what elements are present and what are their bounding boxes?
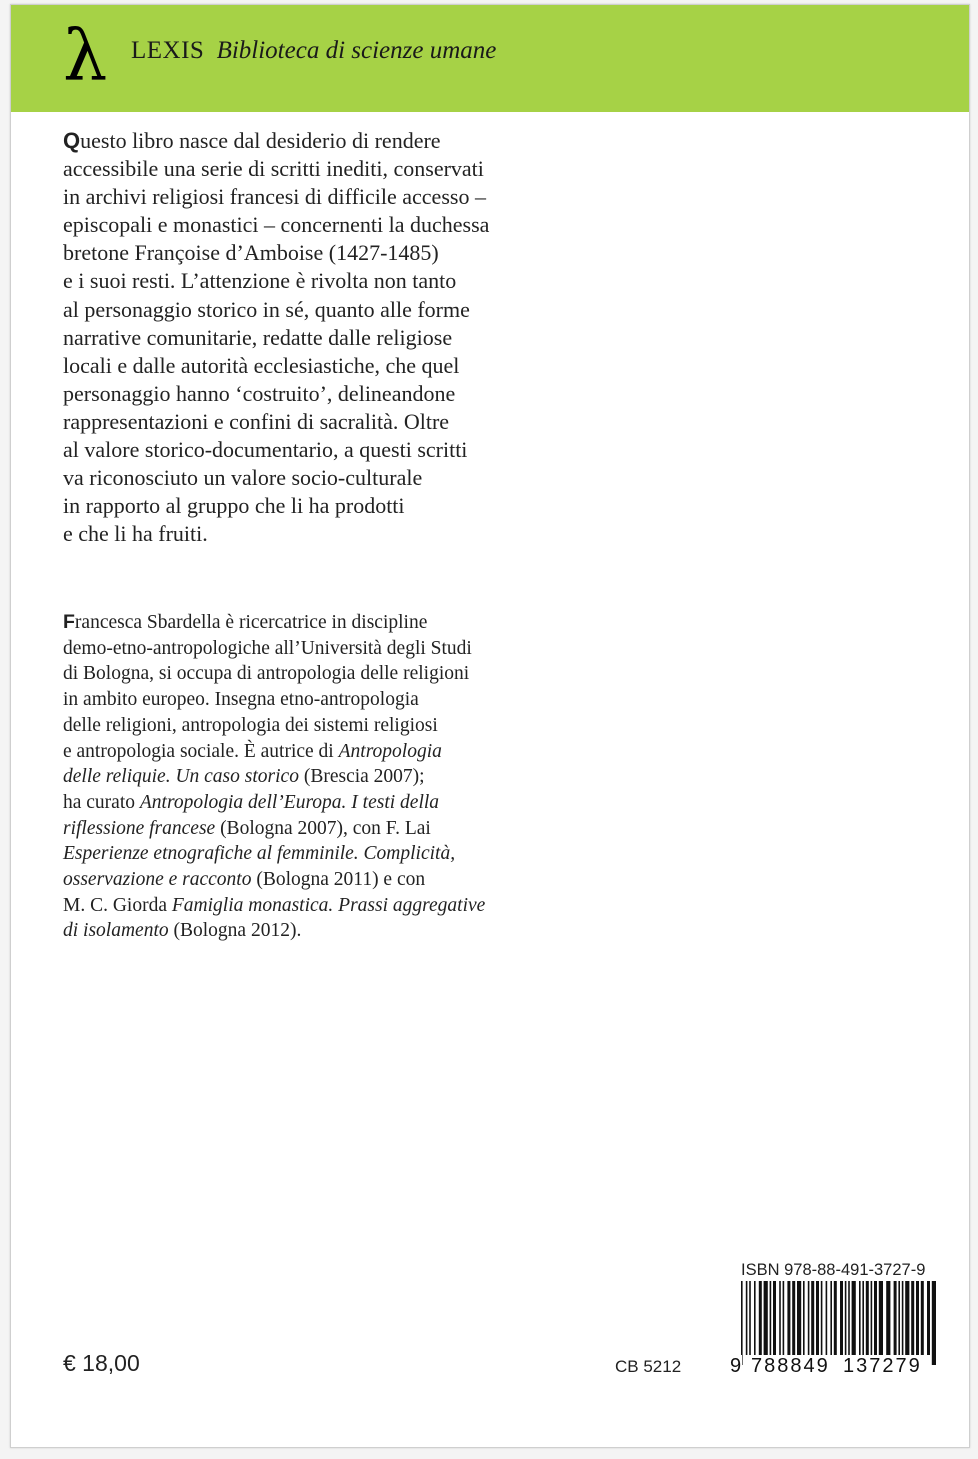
barcode-bar: [871, 1281, 873, 1355]
bio-line: delle religioni, antropologia dei sistemi religiosi: [63, 714, 438, 736]
barcode-bar: [792, 1281, 795, 1355]
abstract-line: narrative comunitarie, redatte dalle religiose: [63, 324, 453, 350]
barcode-bar: [741, 1281, 743, 1365]
barcode-bar: [840, 1281, 843, 1355]
bio-line: riflessione francese (Bologna 2007), con F. Lai: [63, 817, 431, 839]
barcode-bar: [927, 1281, 930, 1355]
barcode-bar: [830, 1281, 832, 1355]
barcode-bar: [787, 1281, 790, 1355]
book-title: Famiglia monastica. Prassi aggregative: [171, 894, 486, 916]
abstract-line: accessibile una serie di scritti inediti, conservati: [63, 156, 484, 182]
abstract-line: episcopali e monastici – concernenti la duchessa: [63, 212, 490, 238]
bio-line: delle reliquie. Un caso storico (Brescia 2007);: [63, 766, 425, 788]
series-subtitle: Biblioteca di scienze umane: [216, 37, 497, 64]
barcode-right-digits: 137279: [843, 1355, 922, 1377]
catalog-code: CB 5212: [615, 1357, 682, 1376]
barcode-bar: [859, 1281, 861, 1355]
barcode-first-digit: 9: [730, 1355, 742, 1377]
lambda-logo-icon: λ: [63, 15, 108, 97]
barcode-bar: [921, 1281, 924, 1355]
barcode-bar: [898, 1281, 900, 1355]
abstract-line: al valore storico-documentario, a questi scritti: [63, 437, 468, 463]
bio-line: di Bologna, si occupa di antropologia delle religioni: [63, 663, 470, 685]
barcode-bar: [894, 1281, 897, 1355]
bio-line: in ambito europeo. Insegna etno-antropologia: [63, 689, 419, 711]
barcode-bar: [911, 1281, 914, 1355]
barcode-bar: [803, 1281, 805, 1355]
barcode-bar: [754, 1281, 756, 1355]
barcode-bar: [932, 1281, 936, 1365]
bio-line: di isolamento (Bologna 2012).: [63, 920, 302, 942]
book-title: riflessione francese: [63, 817, 216, 839]
barcode-bar: [811, 1281, 814, 1355]
book-title: Antropologia: [338, 740, 442, 762]
barcode-bar: [783, 1281, 785, 1355]
abstract-dropcap: Q: [63, 128, 81, 153]
barcode-bar: [852, 1281, 856, 1355]
barcode-bar: [902, 1281, 904, 1355]
barcode-bar: [779, 1281, 781, 1355]
book-abstract: [63, 127, 563, 548]
barcode-bar: [886, 1281, 890, 1355]
series-header-band: [11, 5, 969, 112]
bio-line: Francesca Sbardella è ricercatrice in discipline: [63, 611, 428, 633]
barcode-bar: [746, 1281, 748, 1355]
bio-line: ha curato Antropologia dell’Europa. I testi della: [63, 791, 440, 813]
barcode-bar: [905, 1281, 909, 1355]
barcode-bar: [866, 1281, 869, 1355]
book-back-cover: [10, 4, 970, 1448]
barcode-bar: [848, 1281, 850, 1355]
price-label: € 18,00: [63, 1350, 140, 1376]
bio-line: e antropologia sociale. È autrice di Antropologia: [63, 740, 442, 762]
abstract-line: Questo libro nasce dal desiderio di rendere: [63, 128, 441, 153]
bio-line: M. C. Giorda Famiglia monastica. Prassi aggregative: [63, 894, 486, 916]
barcode-bar: [749, 1281, 751, 1355]
abstract-line: e che li ha fruiti.: [63, 521, 208, 547]
barcode-bar: [773, 1281, 776, 1355]
isbn-label: ISBN 978-88-491-3727-9: [741, 1261, 926, 1279]
abstract-line: rappresentazioni e confini di sacralità. Oltre: [63, 408, 450, 434]
bio-line: osservazione e racconto (Bologna 2011) e con: [63, 869, 426, 891]
barcode-bar: [916, 1281, 919, 1355]
abstract-line: locali e dalle autorità ecclesiastiche, che quel: [63, 352, 460, 378]
barcode-bar: [770, 1281, 772, 1355]
bio-line: demo-etno-antropologiche all’Università degli Studi: [63, 637, 472, 659]
author-biography: [63, 610, 563, 944]
barcode-bar: [862, 1281, 864, 1355]
barcode-bar: [808, 1281, 810, 1355]
bio-dropcap: F: [63, 611, 75, 633]
abstract-line: in rapporto al gruppo che li ha prodotti: [63, 493, 405, 519]
series-title: [131, 37, 496, 65]
abstract-line: bretone Françoise d’Amboise (1427-1485): [63, 240, 439, 266]
book-title: delle reliquie. Un caso storico: [63, 766, 299, 788]
barcode-bar: [764, 1281, 768, 1355]
book-title: Antropologia dell’Europa. I testi della: [139, 791, 440, 813]
barcode-bar: [879, 1281, 883, 1355]
book-title: di isolamento: [63, 920, 169, 942]
abstract-line: in archivi religiosi francesi di difficile accesso –: [63, 184, 486, 210]
barcode-bar: [826, 1281, 828, 1355]
bio-line: Esperienze etnografiche al femminile. Complicità,: [63, 843, 456, 865]
barcode-bar: [816, 1281, 819, 1355]
barcode-bar: [759, 1281, 762, 1355]
barcode-bar: [834, 1281, 837, 1355]
barcode-left-digits: 788849: [751, 1355, 830, 1377]
abstract-line: e i suoi resti. L’attenzione è rivolta non tanto: [63, 268, 457, 294]
abstract-line: va riconosciuto un valore socio-culturale: [63, 465, 423, 491]
barcode-bar: [874, 1281, 877, 1355]
barcode-bar: [797, 1281, 801, 1355]
book-title: osservazione e racconto: [63, 869, 252, 891]
abstract-line: personaggio hanno ‘costruito’, delineandone: [63, 380, 456, 406]
abstract-line: al personaggio storico in sé, quanto alle forme: [63, 296, 470, 322]
barcode-bar: [845, 1281, 847, 1355]
series-brand: LEXIS: [131, 37, 205, 64]
barcode-bar: [821, 1281, 823, 1355]
